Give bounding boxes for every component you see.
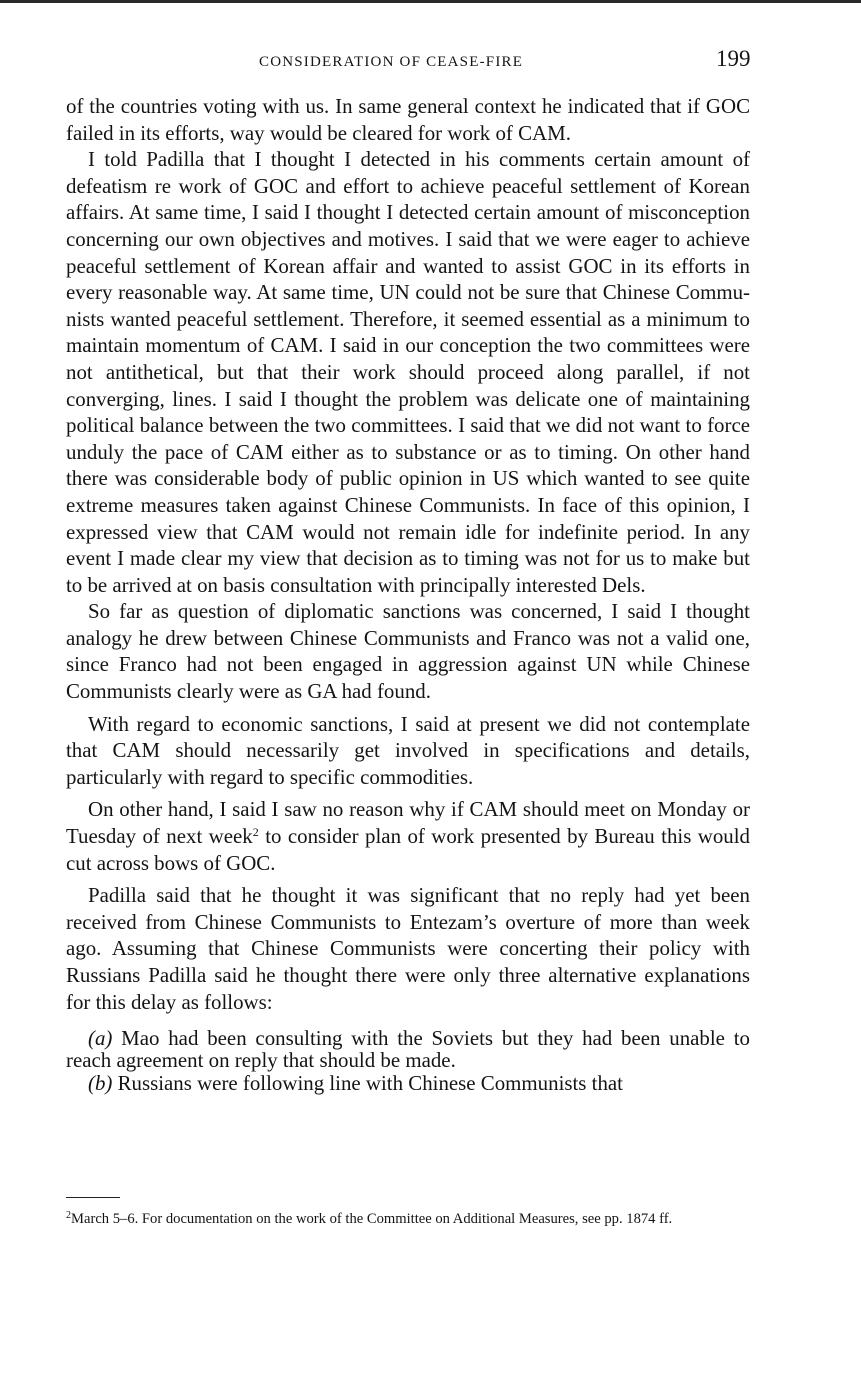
footnote-text: March 5–6. For documentation on the work of the Committee on Additional Measures, see pp. 1874 ff. — [71, 1211, 673, 1227]
list-item-text: Mao had been consulting with the Soviets but they had been unable to reach agreement on reply that should be made. — [66, 1026, 750, 1073]
paragraph-told-padilla: I told Padilla that I thought I detected in his comments certain amount of defeatism re work of GOC and effort to achieve peaceful settlement of Korean affairs. At same time, I said I thought I detected certain amount of misconception concerning our own objectives and motives. I said that we were eager to achieve peaceful settlement of Korean affair and wanted to assist GOC in its efforts in every reasonable way. At same time, UN could not be sure that Chinese Communists wanted peaceful settlement. Therefore, it seemed essential as a minimum to maintain momentum of CAM. I said in our conception the two committees were not antithetical, but that their work should proceed along parallel, if not converging, lines. I said I thought the problem was delicate one of maintaining political balance between the two committees. I said that we did not want to force unduly the pace of CAM either as to substance or as to timing. On other hand there was considerable body of public opinion in US which wanted to see quite extreme measures taken against Chinese Communists. In face of this opinion, I expressed view that CAM would not remain idle for indefinite period. In any event I made clear my view that decision as to timing was not for us to make but to be arrived at on basis consultation with principally interested Dels. — [66, 147, 750, 597]
paragraph-cam-meeting-text-end: to consider plan of work presented by Bureau this would cut across bows of GOC. — [66, 824, 750, 875]
page-number: 199 — [716, 46, 751, 71]
paragraph-cam-meeting-text: On other hand, I said I saw no reason why if CAM should meet on Monday or Tuesday of next week — [66, 797, 750, 849]
footnote — [66, 1210, 750, 1228]
paragraph-diplomatic-sanctions: So far as question of diplomatic sanctions was concerned, I said I thought analogy he drew between Chinese Communists and Franco was not a valid one, since Franco had not been engaged in aggression against UN while Chinese Communists clearly were as GA had found. — [66, 599, 750, 704]
list-item — [66, 1027, 750, 1071]
list-item-label: (b) — [88, 1071, 113, 1096]
paragraph-economic-sanctions: With regard to economic sanctions, I said at present we did not contemplate that CAM should necessarily get involved in specifications and details, particularly with regard to specific commodities. — [66, 711, 750, 789]
paragraph-padilla-reply: Padilla said that he thought it was significant that no reply had yet been received from Chinese Communists to Entezam’s overture of more than week ago. Assuming that Chinese Communists were concerting their policy with Russians Padilla said he thought there were only three alternative explanations for this delay as follows: — [66, 883, 750, 1014]
page-header — [0, 46, 861, 80]
explanations-list — [66, 1027, 750, 1094]
paragraph-cam-meeting — [66, 796, 750, 876]
footnote-mark: 2 — [66, 1210, 71, 1221]
running-head: CONSIDERATION OF CEASE-FIRE — [259, 54, 524, 70]
body-text — [66, 93, 750, 1094]
list-item-label: (a) — [88, 1026, 113, 1051]
list-item — [66, 1072, 750, 1094]
footnote-rule — [66, 1197, 120, 1198]
footnote-reference-mark: 2 — [252, 825, 259, 840]
paragraph-continuation: of the countries voting with us. In same general context he indicated that if GOC failed in its efforts, way would be cleared for work of CAM. — [66, 94, 750, 145]
list-item-text: Russians were following line with Chinese Communists that — [112, 1071, 623, 1096]
top-border-rule — [0, 0, 861, 3]
